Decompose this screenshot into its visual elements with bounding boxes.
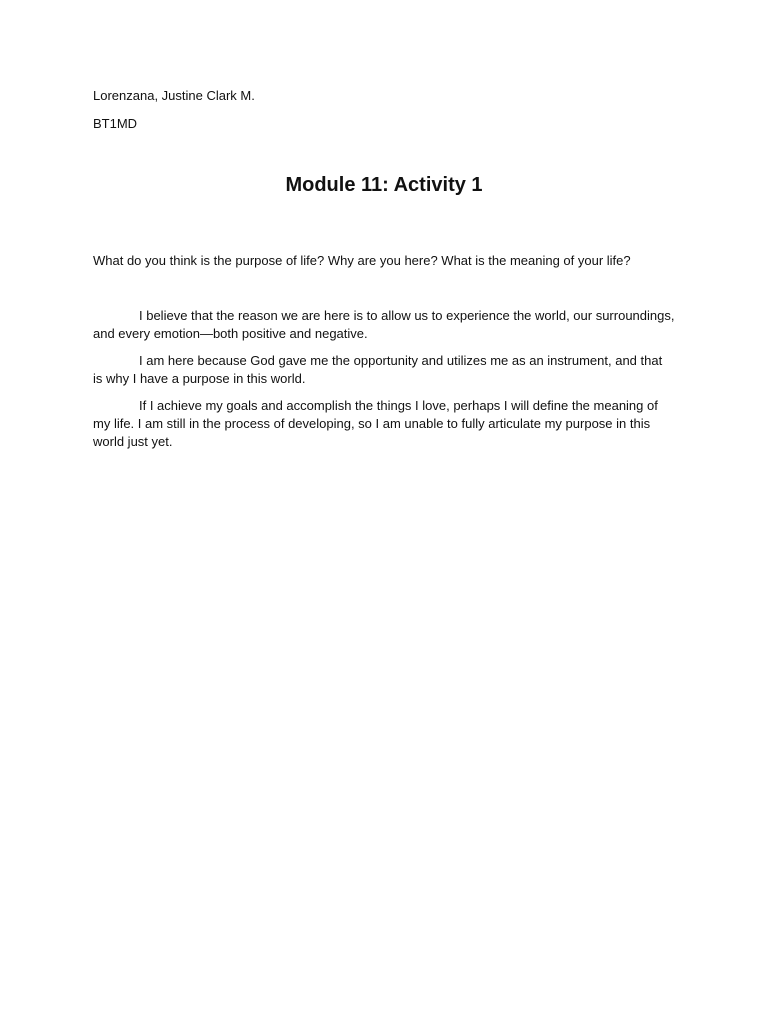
answer-paragraph: I am here because God gave me the opportunity and utilizes me as an instrument, and that is why I have a purpose in this world. (93, 353, 663, 386)
page-title: Module 11: Activity 1 (285, 174, 483, 196)
author-name: Lorenzana, Justine Clark M. (93, 88, 255, 103)
answer-paragraph: I believe that the reason we are here is to allow us to experience the world, our surroundings, and every emotion—both positive and negative. (93, 308, 675, 341)
section-code: BT1MD (93, 116, 138, 131)
answer-body (93, 307, 675, 460)
document-page (93, 0, 675, 1024)
answer-paragraph: If I achieve my goals and accomplish the things I love, perhaps I will define the meaning of my life. I am still in the process of developing, so I am unable to fully articulate my purpose in this world just yet. (93, 398, 658, 449)
question-text: What do you think is the purpose of life? Why are you here? What is the meaning of your life? (93, 253, 631, 268)
